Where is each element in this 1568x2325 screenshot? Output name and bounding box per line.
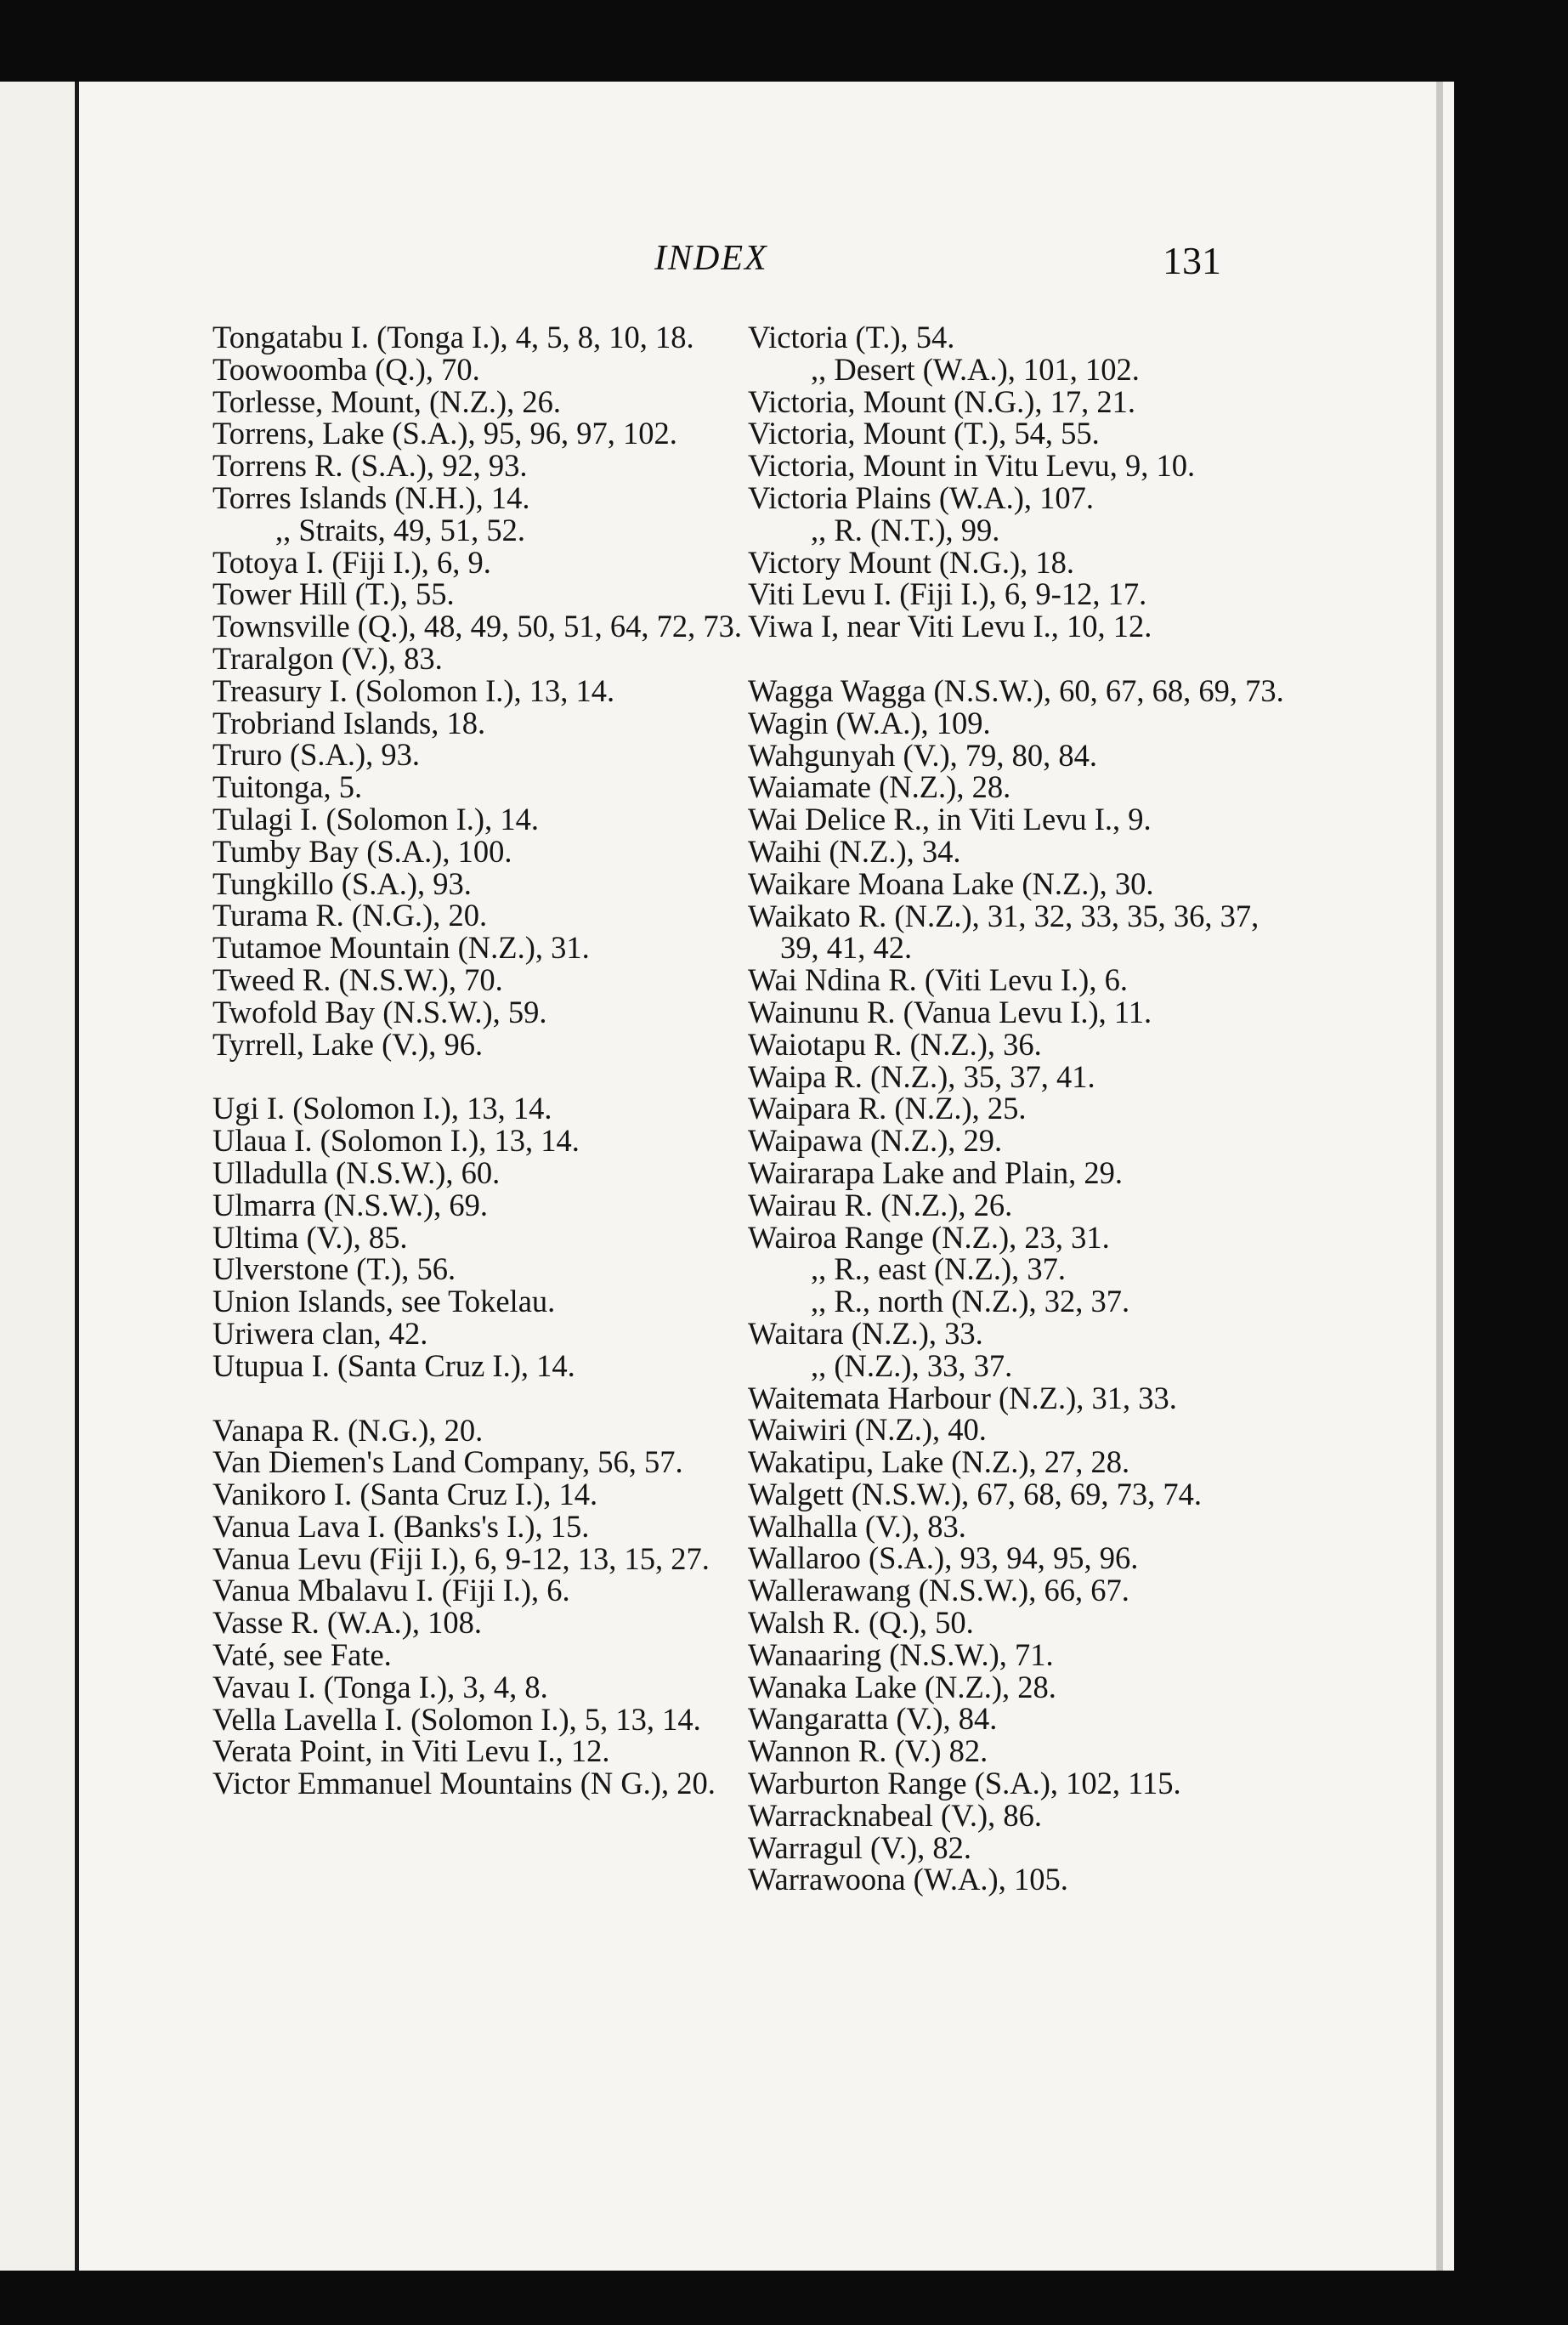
index-entry: Waitemata Harbour (N.Z.), 31, 33. <box>748 1380 1177 1415</box>
index-entry: Tweed R. (N.S.W.), 70. <box>212 961 503 997</box>
index-entry: Tumby Bay (S.A.), 100. <box>212 833 512 869</box>
section-gap <box>212 1060 756 1092</box>
index-entry: Warrawoona (W.A.), 105. <box>748 1862 1068 1897</box>
index-entry: Torrens, Lake (S.A.), 95, 96, 97, 102. <box>212 416 677 451</box>
index-entry: Ulaua I. (Solomon I.), 13, 14. <box>212 1123 580 1159</box>
index-entry: Tulagi I. (Solomon I.), 14. <box>212 801 539 836</box>
index-entry: Wairoa Range (N.Z.), 23, 31. <box>748 1219 1110 1255</box>
section-gap <box>212 1382 756 1415</box>
index-entry: Wanaaring (N.S.W.), 71. <box>748 1636 1054 1672</box>
index-entry: Wallaroo (S.A.), 93, 94, 95, 96. <box>748 1540 1139 1576</box>
index-entry: Ulladulla (N.S.W.), 60. <box>212 1154 501 1190</box>
index-entry: Truro (S.A.), 93. <box>212 737 421 773</box>
index-entry: Waiamate (N.Z.), 28. <box>748 769 1011 805</box>
index-entry: Vasse R. (W.A.), 108. <box>212 1605 482 1641</box>
index-entry: Verata Point, in Viti Levu I., 12. <box>212 1733 610 1769</box>
index-entry: Viwa I, near Viti Levu I., 10, 12. <box>748 609 1152 644</box>
index-entry: ,, R., north (N.Z.), 32, 37. <box>811 1284 1130 1319</box>
index-entry: ,, R., east (N.Z.), 37. <box>811 1251 1067 1287</box>
index-entry: Vavau I. (Tonga I.), 3, 4, 8. <box>212 1669 548 1704</box>
index-entry: Vanapa R. (N.G.), 20. <box>212 1412 484 1448</box>
index-entry: Vanua Lava I. (Banks's I.), 15. <box>212 1508 590 1544</box>
index-entry: Ultima (V.), 85. <box>212 1219 408 1255</box>
index-entry: Union Islands, see Tokelau. <box>212 1284 556 1319</box>
index-entry: Vanua Mbalavu I. (Fiji I.), 6. <box>212 1573 570 1608</box>
index-entry: Wagga Wagga (N.S.W.), 60, 67, 68, 69, 73. <box>748 672 1284 708</box>
index-entry: Waipawa (N.Z.), 29. <box>748 1123 1003 1159</box>
index-entry: Waikare Moana Lake (N.Z.), 30. <box>748 865 1154 901</box>
index-entry: Victoria (T.), 54. <box>748 320 955 354</box>
index-entry: Wagin (W.A.), 109. <box>748 705 991 740</box>
index-entry: Tongatabu I. (Tonga I.), 4, 5, 8, 10, 18. <box>212 320 694 354</box>
page-edge-shadow <box>1436 82 1443 2271</box>
index-entry: Tuitonga, 5. <box>212 769 363 805</box>
index-entry: Waiotapu R. (N.Z.), 36. <box>748 1026 1042 1062</box>
index-column-right <box>748 321 1292 1896</box>
index-entry: Viti Levu I. (Fiji I.), 6, 9-12, 17. <box>748 576 1147 612</box>
index-entry: Walhalla (V.), 83. <box>748 1508 966 1544</box>
index-entry: Wairarapa Lake and Plain, 29. <box>748 1154 1123 1190</box>
index-entry: Trobriand Islands, 18. <box>212 705 486 740</box>
index-entry: Warburton Range (S.A.), 102, 115. <box>748 1766 1181 1801</box>
index-entry: Victoria, Mount (T.), 54, 55. <box>748 416 1100 451</box>
index-entry: Tutamoe Mountain (N.Z.), 31. <box>212 930 590 966</box>
index-entry: Warragul (V.), 82. <box>748 1829 971 1865</box>
index-entry: Victoria, Mount in Vitu Levu, 9, 10. <box>748 448 1196 484</box>
index-entry: Ulverstone (T.), 56. <box>212 1251 456 1287</box>
index-entry: Victory Mount (N.G.), 18. <box>748 544 1075 580</box>
index-entry: Victor Emmanuel Mountains (N G.), 20. <box>212 1766 716 1801</box>
index-column-left <box>212 321 756 1800</box>
index-entry: Waipara R. (N.Z.), 25. <box>748 1091 1027 1126</box>
index-entry: Totoya I. (Fiji I.), 6, 9. <box>212 544 491 580</box>
index-entry: Waihi (N.Z.), 34. <box>748 833 961 869</box>
index-entry: Turama R. (N.G.), 20. <box>212 898 488 933</box>
index-entry: Vaté, see Fate. <box>212 1637 392 1673</box>
index-entry: Walsh R. (Q.), 50. <box>748 1605 974 1641</box>
index-entry: Waipa R. (N.Z.), 35, 37, 41. <box>748 1058 1095 1094</box>
index-entry: Torres Islands (N.H.), 14. <box>212 479 530 515</box>
index-entry: Townsville (Q.), 48, 49, 50, 51, 64, 72, 73. <box>212 609 742 644</box>
index-entry: Wahgunyah (V.), 79, 80, 84. <box>748 737 1098 773</box>
index-entry: Wai Delice R., in Viti Levu I., 9. <box>748 802 1152 837</box>
facing-page-edge <box>0 82 75 2271</box>
index-entry: Tyrrell, Lake (V.), 96. <box>212 1026 484 1062</box>
index-entry: ,, R. (N.T.), 99. <box>811 512 1000 547</box>
index-entry: Victoria, Mount (N.G.), 17, 21. <box>748 383 1136 419</box>
index-entry: Ulmarra (N.S.W.), 69. <box>212 1187 489 1222</box>
index-entry: Wakatipu, Lake (N.Z.), 27, 28. <box>748 1444 1130 1480</box>
index-entry: ,, (N.Z.), 33, 37. <box>811 1347 1013 1383</box>
index-entry: Wairau R. (N.Z.), 26. <box>748 1187 1013 1222</box>
index-entry: Waikato R. (N.Z.), 31, 32, 33, 35, 36, 37, 39, 41, 42. <box>748 898 1259 966</box>
index-entry: Waitara (N.Z.), 33. <box>748 1315 983 1351</box>
index-entry: Wannon R. (V.) 82. <box>748 1733 988 1769</box>
index-entry: Van Diemen's Land Company, 56, 57. <box>212 1444 683 1480</box>
index-entry: Victoria Plains (W.A.), 107. <box>748 479 1095 515</box>
index-entry: Treasury I. (Solomon I.), 13, 14. <box>212 672 615 708</box>
index-entry: Twofold Bay (N.S.W.), 59. <box>212 994 547 1029</box>
index-entry: Uriwera clan, 42. <box>212 1315 428 1351</box>
index-entry: Torrens R. (S.A.), 92, 93. <box>212 448 528 484</box>
page-number: 131 <box>1163 239 1221 282</box>
index-entry: Walgett (N.S.W.), 67, 68, 69, 73, 74. <box>748 1476 1203 1511</box>
index-entry: Wai Ndina R. (Viti Levu I.), 6. <box>748 962 1128 998</box>
index-entry: ,, Desert (W.A.), 101, 102. <box>811 351 1140 387</box>
index-entry: Waiwiri (N.Z.), 40. <box>748 1412 987 1448</box>
index-entry: Ugi I. (Solomon I.), 13, 14. <box>212 1091 552 1126</box>
index-entry: Toowoomba (Q.), 70. <box>212 351 480 387</box>
running-head: INDEX <box>654 239 768 278</box>
section-gap <box>748 643 1292 675</box>
index-entry: Wainunu R. (Vanua Levu I.), 11. <box>748 994 1152 1029</box>
index-entry: Tungkillo (S.A.), 93. <box>212 865 472 901</box>
index-entry: Warracknabeal (V.), 86. <box>748 1797 1043 1833</box>
index-entry: Wallerawang (N.S.W.), 66, 67. <box>748 1573 1129 1608</box>
index-entry: Tower Hill (T.), 55. <box>212 576 455 612</box>
index-entry: Traralgon (V.), 83. <box>212 640 443 676</box>
index-entry: Utupua I. (Santa Cruz I.), 14. <box>212 1347 575 1383</box>
index-entry: Vella Lavella I. (Solomon I.), 5, 13, 14. <box>212 1701 701 1737</box>
index-entry: Vanua Levu (Fiji I.), 6, 9-12, 13, 15, 27. <box>212 1540 710 1576</box>
index-entry: ,, Straits, 49, 51, 52. <box>275 512 526 547</box>
index-entry: Wangaratta (V.), 84. <box>748 1701 998 1737</box>
index-entry: Vanikoro I. (Santa Cruz I.), 14. <box>212 1477 598 1512</box>
index-entry: Wanaka Lake (N.Z.), 28. <box>748 1669 1056 1704</box>
index-entry: Torlesse, Mount, (N.Z.), 26. <box>212 383 562 419</box>
